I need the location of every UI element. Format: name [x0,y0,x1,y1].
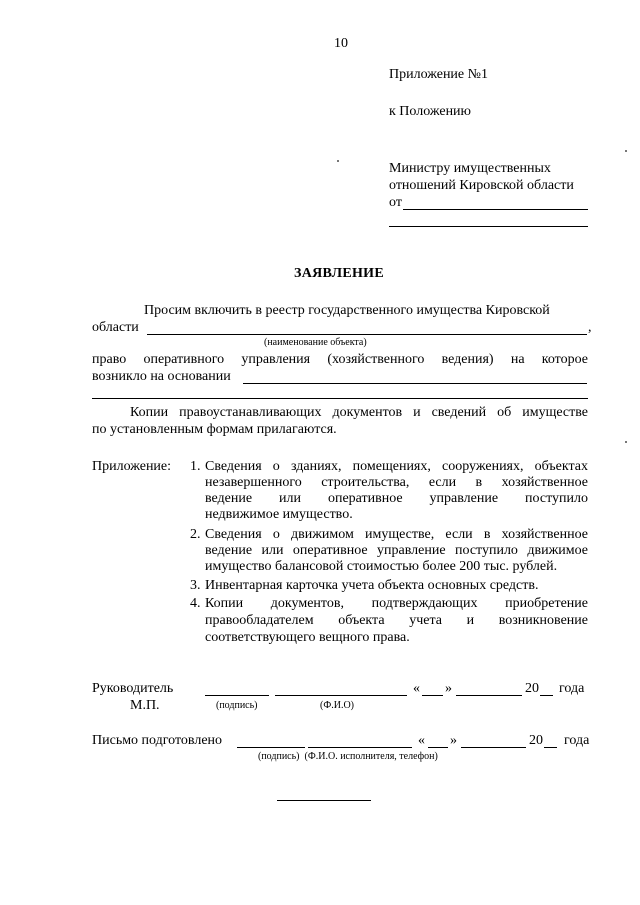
year-suffix: года [559,681,585,696]
attachment-num: 4. [190,596,201,611]
attachment-2-line-1: Сведения о движимом имуществе, если в хозяйственное [205,527,588,542]
basis-field-2[interactable] [92,398,588,399]
scan-speck [337,160,339,162]
attachment-1-line-4: недвижимое имущество. [205,507,353,522]
prepared-year-prefix: 20 [529,733,543,748]
copies-line-1: Копии правоустанавливающих документов и сведений об имуществе [130,405,588,420]
preparer-month-field[interactable] [461,747,526,748]
signature-caption: (подпись) [216,700,258,711]
preparer-signature-field[interactable] [237,747,305,748]
year-prefix: 20 [525,681,539,696]
date-open-quote: « [413,681,420,696]
attachment-1-line-2: незавершенного строительства, если в хозяйственное [205,475,588,490]
attachment-3-line-1: Инвентарная карточка учета объекта основных средств. [205,578,539,593]
prepared-date-open-quote: « [418,733,425,748]
object-name-field[interactable] [147,334,587,335]
from-label: от [389,195,402,210]
basis-field[interactable] [243,383,587,384]
scan-speck [625,150,627,152]
attachment-1-line-3: ведение или оперативное управление поступило [205,491,588,506]
head-day-field[interactable] [422,695,443,696]
from-field-2[interactable] [389,226,588,227]
attachment-num: 1. [190,459,201,474]
attachment-1-line-1: Сведения о зданиях, помещениях, сооружениях, объектах [205,459,588,474]
attachment-num: 2. [190,527,201,542]
scan-speck [625,441,627,443]
date-close-quote: » [445,681,452,696]
closing-separator [277,800,371,801]
attachment-2-line-2: ведение или оперативное управление поступило движимое [205,543,588,558]
addressee-line-2: отношений Кировской области [389,178,574,193]
attachment-4-line-2: правообладателем объекта учета и возникновение [205,613,588,628]
attachment-2-line-3: имущество балансовой стоимостью более 200 тыс. рублей. [205,559,558,574]
intro-basis-label: возникло на основании [92,369,231,384]
preparer-year-field[interactable] [544,747,557,748]
head-label: Руководитель [92,681,174,696]
preparer-name-field[interactable] [308,747,412,748]
from-field[interactable] [403,209,588,210]
document-title: ЗАЯВЛЕНИЕ [294,266,385,281]
preparer-day-field[interactable] [428,747,448,748]
attachment-num: 3. [190,578,201,593]
head-month-field[interactable] [456,695,522,696]
prepared-year-suffix: года [564,733,590,748]
prepared-caption: (подпись) (Ф.И.О. исполнителя, телефон) [258,751,438,762]
regulation-ref: к Положению [389,104,472,119]
attachments-label: Приложение: [92,459,172,474]
object-name-caption: (наименование объекта) [264,337,367,348]
head-signature-field[interactable] [205,695,269,696]
addressee-line-1: Министру имущественных [389,161,551,176]
annex-title: Приложение №1 [389,67,488,82]
intro-line-1: Просим включить в реестр государственного имущества Кировской [144,303,550,318]
prepared-label: Письмо подготовлено [92,733,223,748]
intro-line-3: право оперативного управления (хозяйственного ведения) на которое [92,352,588,367]
head-year-field[interactable] [540,695,553,696]
stamp-label: М.П. [130,698,160,713]
attachment-4-line-1: Копии документов, подтверждающих приобретение [205,596,588,611]
head-name-field[interactable] [275,695,407,696]
name-caption: (Ф.И.О) [320,700,355,711]
attachment-4-line-3: соответствующего вещного права. [205,630,410,645]
copies-line-2: по установленным формам прилагаются. [92,422,337,437]
intro-oblast-label: области [92,320,139,335]
page-number: 10 [334,36,348,51]
intro-comma: , [588,320,592,335]
prepared-date-close-quote: » [450,733,457,748]
